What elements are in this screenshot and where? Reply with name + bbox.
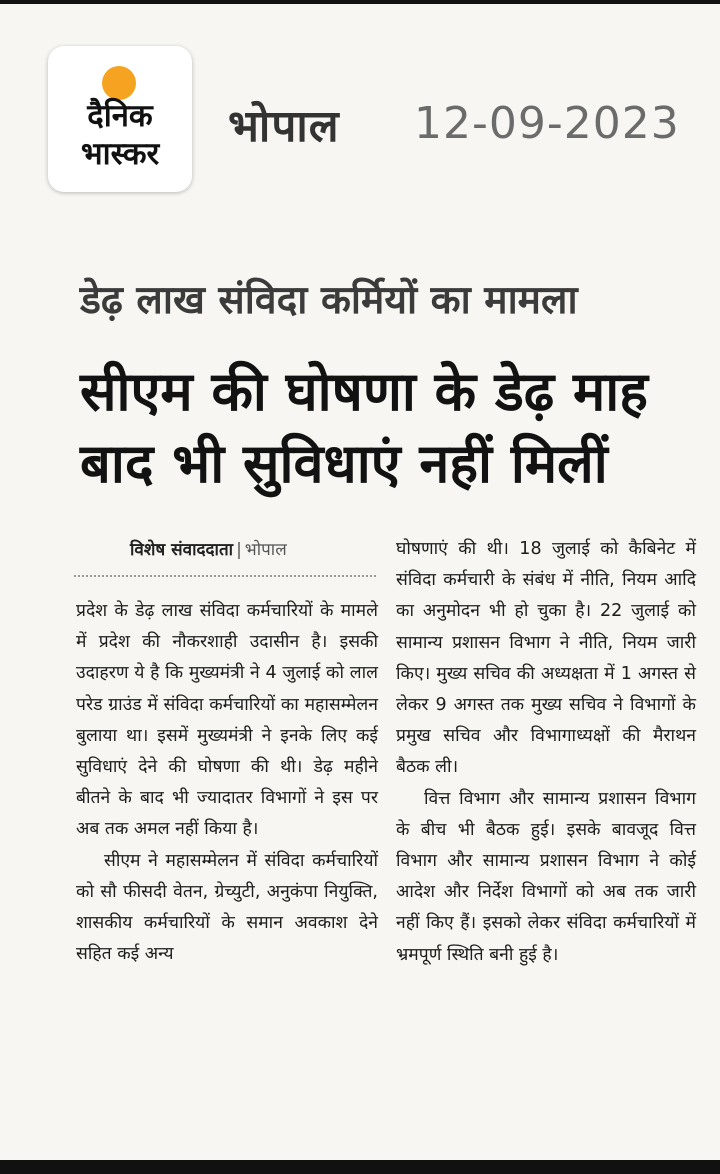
bottom-border xyxy=(0,1160,720,1174)
article-kicker: डेढ़ लाख संविदा कर्मियों का मामला xyxy=(80,278,578,323)
byline-city: भोपाल xyxy=(244,540,287,560)
article-column-1 xyxy=(76,596,378,970)
logo-line-1: दैनिक xyxy=(87,98,153,134)
column-1-paragraph-2: सीएम ने महासम्मेलन में संविदा कर्मचारियों को सौ फीसदी वेतन, ग्रेच्युटी, अनुकंपा नियुक्ति, शासकीय कर्मचारियों के समान अवकाश देने सहित कई अन्य xyxy=(76,850,378,965)
column-2-paragraph-2: वित्त विभाग और सामान्य प्रशासन विभाग के बीच भी बैठक हुई। इसके बावजूद वित्त विभाग और सामान्य प्रशासन विभाग ने कोई आदेश और निर्देश विभागों को अब तक जारी नहीं किए हैं। इसको लेकर संविदा कर्मचारियों में भ्रमपूर्ण स्थिति बनी हुई है। xyxy=(396,788,696,965)
article-column-2 xyxy=(396,534,696,971)
sun-icon xyxy=(102,66,136,100)
top-border xyxy=(0,0,720,4)
byline xyxy=(130,537,287,560)
byline-author: विशेष संवाददाता xyxy=(130,540,234,560)
column-1-paragraph-1: प्रदेश के डेढ़ लाख संविदा कर्मचारियों के मामले में प्रदेश की नौकरशाही उदासीन है। इसकी उदाहरण ये है कि मुख्यमंत्री ने 4 जुलाई को लाल परेड ग्राउंड में संविदा कर्मचारियों का महासम्मेलन बुलाया था। इसमें मुख्यमंत्री ने इनके लिए कई सुविधाएं देने की घोषणा की थी। डेढ़ महीने बीतने के बाद भी ज्यादातर विभागों ने इस पर अब तक अमल नहीं किया है। xyxy=(76,601,378,840)
article-headline: सीएम की घोषणा के डेढ़ माह बाद भी सुविधाएं नहीं मिलीं xyxy=(80,360,648,495)
edition-date: 12-09-2023 xyxy=(414,98,680,149)
byline-divider xyxy=(74,575,376,577)
edition-city: भोपाल xyxy=(228,101,340,152)
logo-line-2: भास्कर xyxy=(80,136,160,172)
column-2-paragraph-1: घोषणाएं की थी। 18 जुलाई को कैबिनेट में संविदा कर्मचारी के संबंध में नीति, नियम आदि का अनुमोदन भी हो चुका है। 22 जुलाई को सामान्य प्रशासन विभाग ने नीति, नियम जारी किए। मुख्य सचिव की अध्यक्षता में 1 अगस्त से लेकर 9 अगस्त तक मुख्य सचिव ने विभागों के प्रमुख सचिव और विभागाध्यक्षों की मैराथन बैठक ली। xyxy=(396,539,696,778)
byline-separator: | xyxy=(236,540,242,560)
